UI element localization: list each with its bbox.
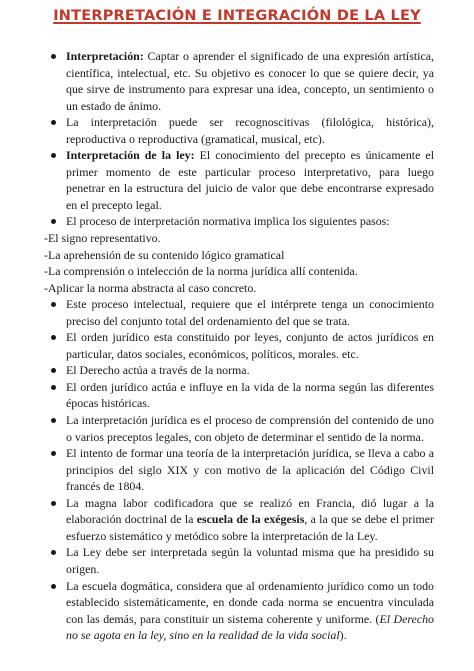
list-item bbox=[46, 412, 434, 445]
bullet-icon bbox=[51, 219, 56, 224]
bullet-icon bbox=[51, 335, 56, 340]
item-text: El intento de formar una teoría de la interpretación jurídica, se lleva a cabo a principios del siglo XIX y con motivo de la aplicación del Código Civil francés de 1804. bbox=[66, 446, 434, 494]
step-item: -Aplicar la norma abstracta al caso concreto. bbox=[44, 280, 257, 295]
bullet-icon bbox=[51, 418, 56, 423]
list-item bbox=[46, 578, 434, 644]
item-text: La interpretación puede ser recognoscitivas (filológica, histórica), reproductiva o reproductiva (gramatical, musical, etc). bbox=[66, 115, 434, 146]
list-item bbox=[46, 213, 434, 230]
list-item bbox=[46, 48, 434, 114]
bullet-icon bbox=[51, 368, 56, 373]
bullet-icon bbox=[51, 385, 56, 390]
item-text: El conocimiento del precepto es únicamente el primer momento de este particular proceso interpretativo, para luego penetrar en la estructura del juicio de valor que debe encontrarse expresado en el precepto legal. bbox=[66, 148, 435, 212]
list-item bbox=[46, 379, 434, 412]
bullet-icon bbox=[51, 584, 56, 589]
item-quote: El Derecho no se agota en la ley, sino en la realidad de la vida social bbox=[66, 611, 434, 643]
list-item bbox=[46, 296, 434, 329]
item-text: La escuela dogmática, considera que al ordenamiento jurídico como un todo establecido sistemáticamente, en donde cada norma se encuentra vinculada con las demás, para constituir un sistema coherente y uniforme. ( bbox=[66, 578, 434, 626]
item-text: La magna labor codificadora que se realizó en Francia, dió lugar a la elaboración doctrinal de la bbox=[66, 495, 434, 527]
list-item bbox=[46, 544, 434, 577]
item-text: El orden jurídico actúa e influye en la vida de la norma según las diferentes épocas históricas. bbox=[66, 379, 434, 411]
document-body bbox=[46, 48, 434, 644]
item-text-after: ). bbox=[339, 628, 347, 643]
bullet-icon bbox=[51, 302, 56, 307]
item-text: El proceso de interpretación normativa implica los siguientes pasos: bbox=[66, 214, 390, 229]
bullet-icon bbox=[51, 550, 56, 555]
list-item bbox=[46, 329, 434, 362]
list-item bbox=[46, 495, 434, 545]
bullet-icon bbox=[51, 120, 56, 125]
item-text: La Ley debe ser interpretada según la voluntad misma que ha presidido su origen. bbox=[66, 545, 434, 576]
item-text: Este proceso intelectual, requiere que el intérprete tenga un conocimiento preciso del conjunto total del ordenamiento del que se trata. bbox=[66, 297, 434, 328]
bullet-icon bbox=[51, 153, 56, 158]
bullet-icon bbox=[51, 501, 56, 506]
list-item bbox=[46, 114, 434, 147]
bullet-icon bbox=[51, 451, 56, 456]
item-text: El orden jurídico esta constituido por leyes, conjunto de actos jurídicos en particular, datos sociales, económicos, políticos, morales. etc. bbox=[66, 330, 434, 361]
item-lead: Interpretación: bbox=[66, 49, 144, 63]
item-text: El Derecho actúa a través de la norma. bbox=[66, 363, 250, 378]
list-item bbox=[46, 445, 434, 495]
step-item: -La comprensión o intelección de la norma jurídica allí contenida. bbox=[44, 264, 358, 279]
item-text: La interpretación jurídica es el proceso de comprensión del contenido de uno o varios preceptos legales, con objeto de determinar el sentido de la norma. bbox=[66, 413, 434, 444]
step-item: -La aprehensión de su contenido lógico gramatical bbox=[44, 247, 285, 262]
step-item: -El signo representativo. bbox=[44, 231, 161, 246]
page-title: INTERPRETACIÓN E INTEGRACIÓN DE LA LEY bbox=[53, 8, 421, 24]
item-text: Captar o aprender el significado de una expresión artística, científica, intelectual, etc. Su objetivo es conocer lo que se quiere decir, ya que sirve de instrumento para expresar una idea, concepto, un sentimiento o un estado de ánimo. bbox=[66, 49, 434, 113]
list-item bbox=[46, 147, 434, 213]
item-emphasis: escuela de la exégesis bbox=[196, 512, 305, 527]
item-text-after: , a la que se debe el primer esfuerzo sistemático y metódico sobre la interpretación de la Ley. bbox=[66, 512, 434, 543]
list-item bbox=[46, 362, 434, 379]
item-lead: Interpretación de la ley: bbox=[66, 148, 195, 163]
bullet-icon bbox=[51, 54, 56, 59]
